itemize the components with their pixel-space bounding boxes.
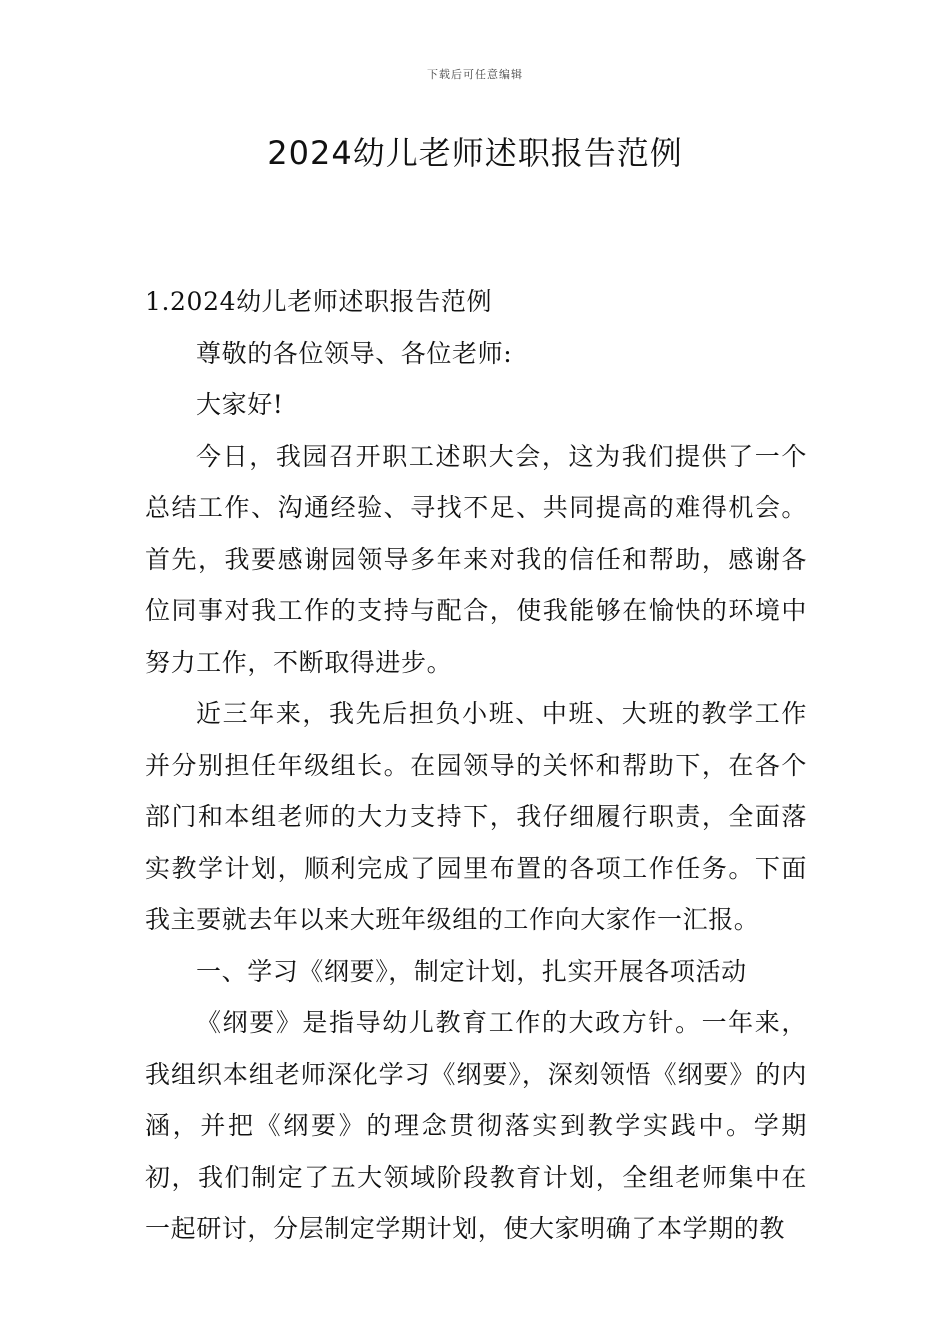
header-note: 下载后可任意编辑 xyxy=(427,68,523,81)
subsection-heading: 一、学习《纲要》，制定计划，扎实开展各项活动 xyxy=(196,956,747,986)
greeting: 大家好! xyxy=(196,390,284,419)
document-body xyxy=(145,276,807,1255)
paragraph-outline-study: 《纲要》是指导幼儿教育工作的大政方针。一年来，我组织本组老师深化学习《纲要》，深刻领悟《纲要》的内涵，并把《纲要》的理念贯彻落实到教学实践中。学期初，我们制定了五大领域阶段教育计划，全组老师集中在一起研讨，分层制定学期计划，使大家明确了本学期的教 xyxy=(145,1008,807,1243)
document-title: 2024幼儿老师述职报告范例 xyxy=(267,134,683,172)
paragraph-intro: 今日，我园召开职工述职大会，这为我们提供了一个总结工作、沟通经验、寻找不足、共同提高的难得机会。首先，我要感谢园领导多年来对我的信任和帮助，感谢各位同事对我工作的支持与配合，使我能够在愉快的环境中努力工作，不断取得进步。 xyxy=(145,441,807,677)
paragraph-overview: 近三年来，我先后担负小班、中班、大班的教学工作并分别担任年级组长。在园领导的关怀和帮助下，在各个部门和本组老师的大力支持下，我仔细履行职责，全面落实教学计划，顺利完成了园里布置的各项工作任务。下面我主要就去年以来大班年级组的工作向大家作一汇报。 xyxy=(145,699,807,934)
salutation: 尊敬的各位领导、各位老师: xyxy=(196,338,513,368)
section-heading: 1.2024幼儿老师述职报告范例 xyxy=(145,287,493,316)
